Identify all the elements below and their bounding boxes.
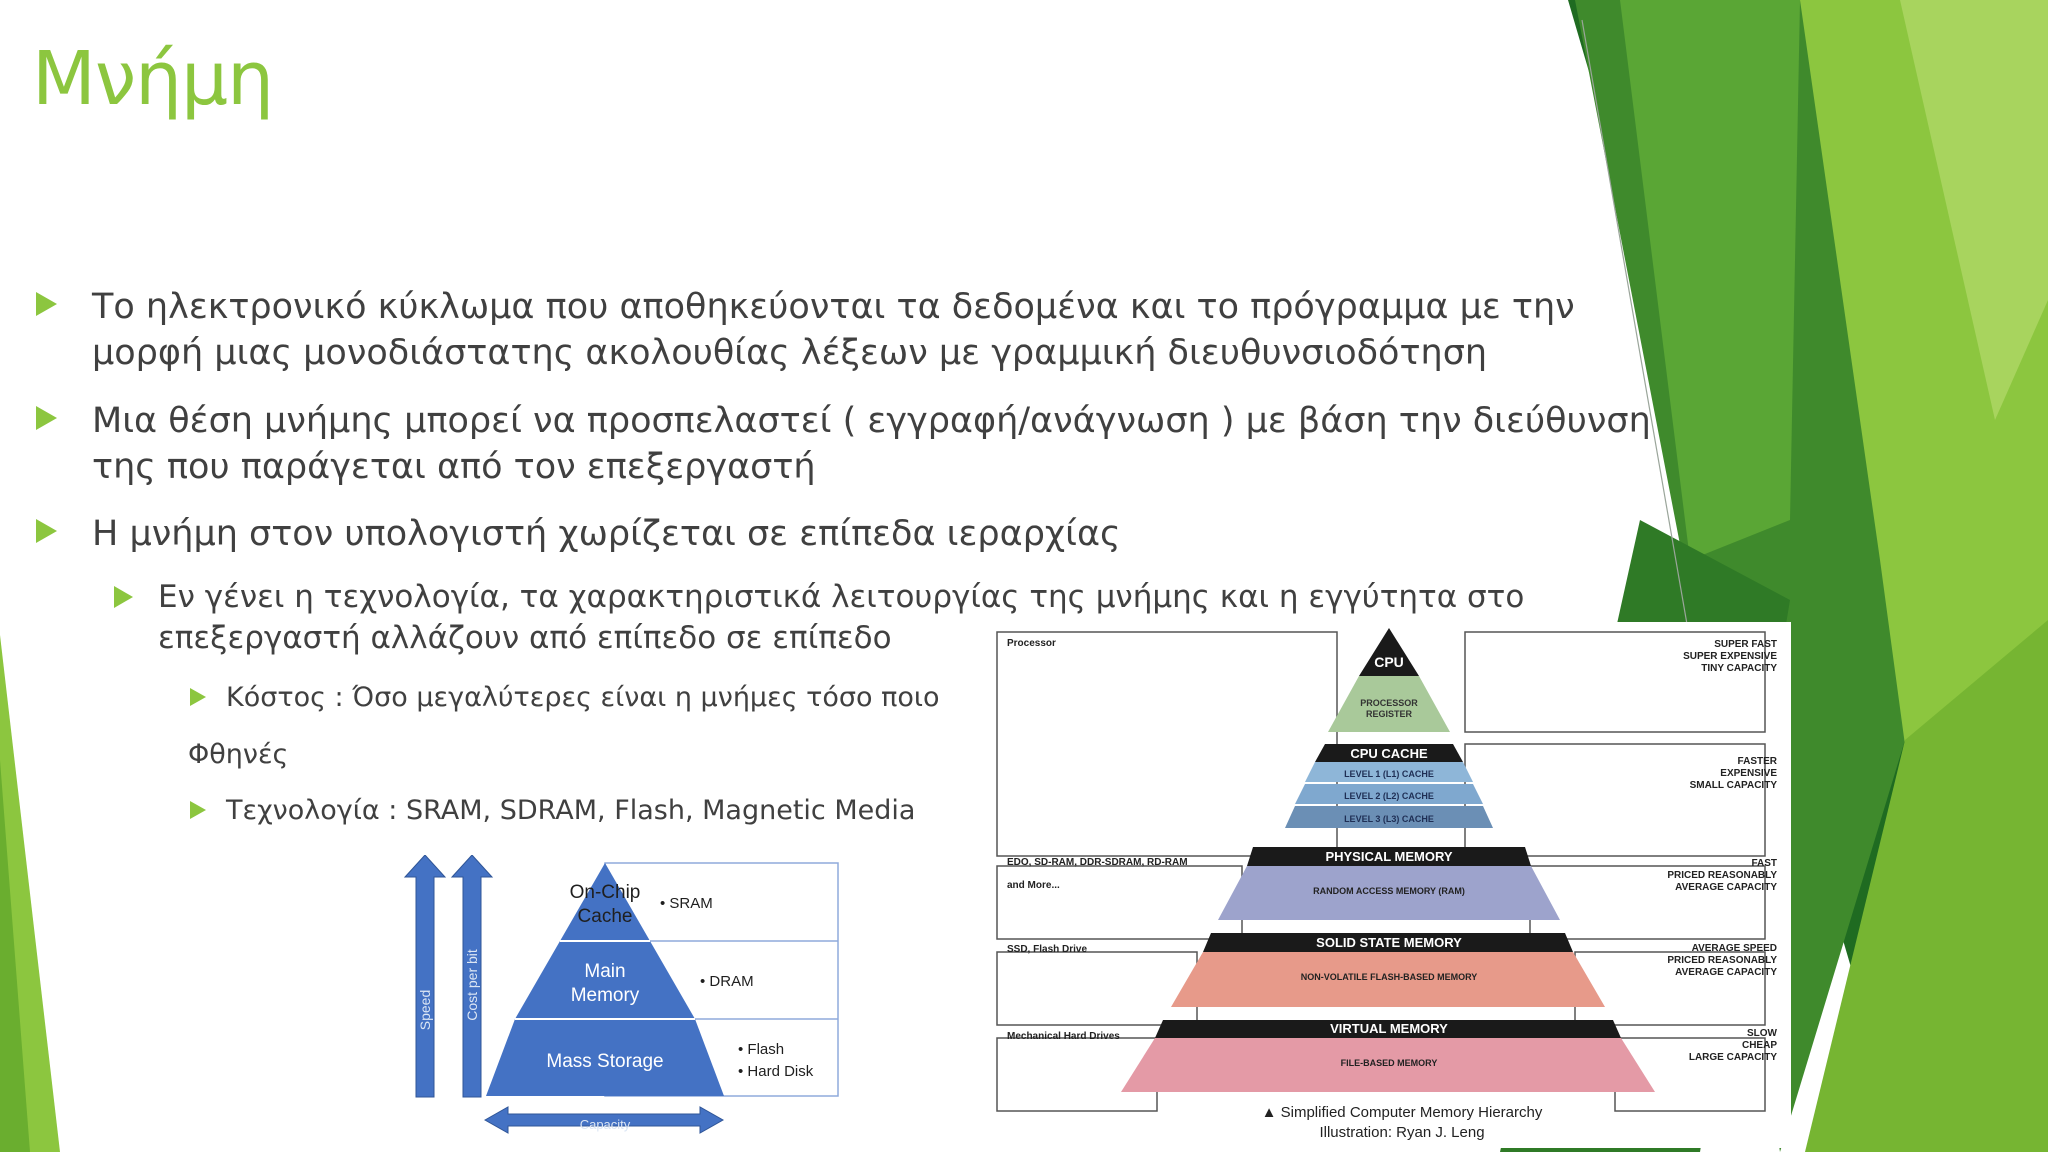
bullet-1	[92, 284, 1575, 376]
tech-dram: • DRAM	[700, 973, 754, 990]
virtual-memory-label: VIRTUAL MEMORY	[1330, 1021, 1448, 1036]
bullet-3-line-1: Η μνήμη στον υπολογιστή χωρίζεται σε επίπεδα ιεραρχίας	[92, 514, 1121, 554]
bullet-2-line-1: Μια θέση μνήμης μπορεί να προσπελαστεί ( εγγραφή/ανάγνωση ) με βάση την διεύθυνση	[92, 401, 1651, 441]
memory-hierarchy-diagram	[985, 622, 1791, 1148]
flash-memory-label: NON-VOLATILE FLASH-BASED MEMORY	[1300, 972, 1478, 982]
cost-per-bit-label: Cost per bit	[464, 949, 480, 1021]
row4-right-3: AVERAGE CAPACITY	[1675, 967, 1777, 978]
memory-pyramid-diagram	[400, 855, 850, 1152]
bullet-2-line-2: της που παράγεται από τον επεξεργαστή	[92, 447, 816, 487]
cpu-label: CPU	[1374, 654, 1404, 670]
bullet-3	[92, 511, 1121, 557]
hdd-left-label: Mechanical Hard Drives	[1007, 1031, 1120, 1042]
row5-right-3: LARGE CAPACITY	[1688, 1052, 1777, 1063]
slide-title: Μνήμη	[32, 36, 274, 122]
speed-label: Speed	[417, 989, 433, 1031]
bullet-2	[92, 398, 1651, 490]
sub-bullet-line-2: επεξεργαστή αλλάζουν από επίπεδο σε επίπεδο	[158, 620, 892, 656]
sub-sub-bullet-1-continuation: Φθηνές	[188, 739, 289, 770]
speed-arrow-icon	[405, 855, 445, 1097]
row1-right-2: SUPER EXPENSIVE	[1683, 651, 1777, 662]
ram-types-left-label: EDO, SD-RAM, DDR-SDRAM, RD-RAM	[1007, 857, 1188, 868]
ssd-left-label: SSD, Flash Drive	[1007, 944, 1088, 955]
row1-right-1: SUPER FAST	[1714, 639, 1777, 650]
bullet-arrow-icon	[36, 519, 57, 543]
row3-right-1: FAST	[1751, 858, 1777, 869]
tech-sram: • SRAM	[660, 895, 713, 912]
sub-sub-bullet-arrow-icon	[190, 801, 206, 819]
cpu-cache-label: CPU CACHE	[1350, 746, 1428, 761]
sub-sub-bullet-arrow-icon	[190, 688, 206, 706]
row3-right-3: AVERAGE CAPACITY	[1675, 882, 1777, 893]
bullet-1-line-2: μορφή μιας μονοδιάστατης ακολουθίας λέξεων με γραμμική διευθυνσιοδότηση	[92, 333, 1488, 373]
l2-cache-label: LEVEL 2 (L2) CACHE	[1344, 791, 1434, 801]
level-mass-label: Mass Storage	[546, 1051, 664, 1072]
row4-right-2: PRICED REASONABLY	[1667, 955, 1777, 966]
register-label: REGISTER	[1365, 709, 1413, 719]
solid-state-memory-label: SOLID STATE MEMORY	[1316, 935, 1462, 950]
sub-sub-bullet-2: Τεχνολογία : SRAM, SDRAM, Flash, Magnetic Media	[226, 795, 916, 826]
level-main-label-2: Memory	[570, 985, 640, 1006]
row5-right-1: SLOW	[1747, 1028, 1777, 1039]
row4-right-1: AVERAGE SPEED	[1691, 943, 1777, 954]
figure-caption-2: Illustration: Ryan J. Leng	[1319, 1124, 1485, 1141]
level-main-label-1: Main	[584, 961, 626, 982]
l3-cache-label: LEVEL 3 (L3) CACHE	[1344, 814, 1434, 824]
physical-memory-label: PHYSICAL MEMORY	[1325, 849, 1453, 864]
row5-right-2: CHEAP	[1741, 1040, 1777, 1051]
tech-hard-disk: • Hard Disk	[738, 1063, 814, 1080]
processor-left-label: Processor	[1007, 638, 1056, 649]
sub-bullet-line-1: Εν γένει η τεχνολογία, τα χαρακτηριστικά λειτουργίας της μνήμης και η εγγύτητα στο	[158, 579, 1525, 615]
bullet-1-line-1: Το ηλεκτρονικό κύκλωμα που αποθηκεύονται τα δεδομένα και το πρόγραμμα με την	[92, 287, 1575, 327]
row3-right-2: PRICED REASONABLY	[1667, 870, 1777, 881]
sub-sub-bullet-1: Κόστος : Όσο μεγαλύτερες είναι η μνήμες τόσο ποιο	[226, 682, 940, 713]
sub-bullet-arrow-icon	[114, 586, 133, 608]
row2-right-2: EXPENSIVE	[1720, 768, 1777, 779]
file-based-memory-label: FILE-BASED MEMORY	[1340, 1058, 1438, 1068]
capacity-label: Capacity	[579, 1117, 631, 1132]
row2-right-1: FASTER	[1737, 756, 1777, 767]
tech-flash: • Flash	[738, 1041, 785, 1058]
row2-right-3: SMALL CAPACITY	[1689, 780, 1777, 791]
ram-label: RANDOM ACCESS MEMORY (RAM)	[1313, 886, 1465, 896]
ram-types-left-label-2: and More...	[1007, 880, 1060, 891]
l1-cache-label: LEVEL 1 (L1) CACHE	[1344, 769, 1434, 779]
bullet-arrow-icon	[36, 406, 57, 430]
processor-label: PROCESSOR	[1360, 698, 1418, 708]
level-cache-label-1: On-Chip	[569, 882, 641, 903]
figure-caption-1: ▲ Simplified Computer Memory Hierarchy	[1261, 1104, 1543, 1121]
level-cache-label-2: Cache	[577, 906, 633, 927]
bullet-arrow-icon	[36, 292, 57, 316]
row1-right-3: TINY CAPACITY	[1701, 663, 1777, 674]
